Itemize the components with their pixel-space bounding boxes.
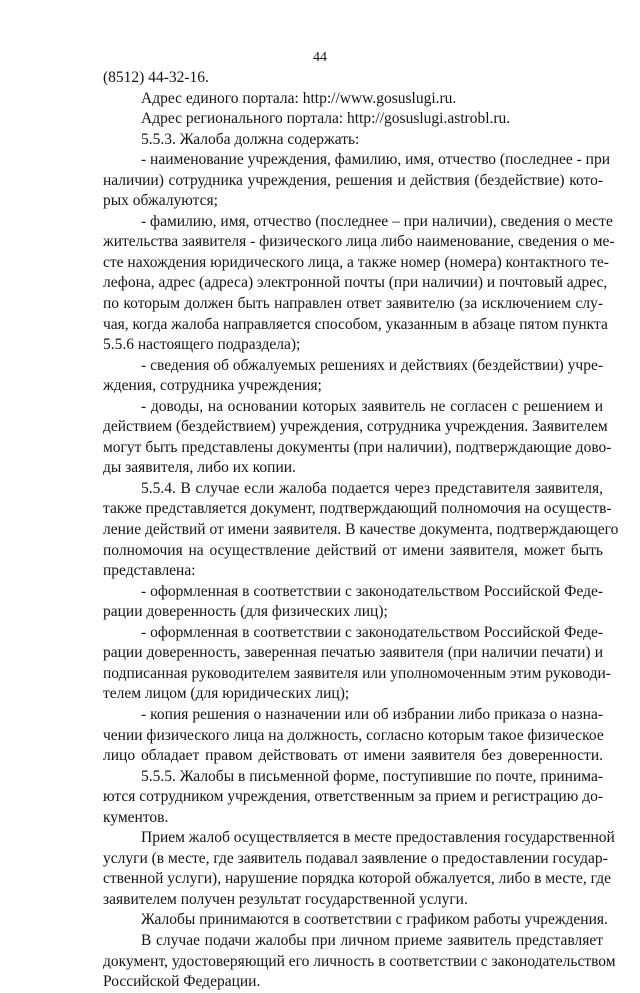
text-line: - фамилию, имя, отчество (последнее – при наличии), сведения о месте <box>141 212 613 230</box>
text-line: жительства заявителя - физического лица либо наименование, сведения о ме- <box>103 233 615 251</box>
text-line: рации доверенность (для физических лиц); <box>103 603 388 621</box>
text-line: Адрес регионального портала: http://gosuslugi.astrobl.ru. <box>141 110 511 128</box>
text-line: Адрес единого портала: http://www.gosuslugi.ru. <box>141 89 457 107</box>
text-line: рации доверенность, заверенная печатью заявителя (при наличии печати) и <box>103 644 603 662</box>
text-line: ются сотрудником учреждения, ответственным за прием и регистрацию до- <box>103 788 603 806</box>
text-line: чении физического лица на должность, согласно которым такое физическое <box>103 726 604 744</box>
text-line: могут быть представлены документы (при наличии), подтверждающие дово- <box>103 438 612 456</box>
text-line: наличии) сотрудника учреждения, решения и действия (бездействие) кото- <box>103 171 603 189</box>
page-number: 44 <box>313 50 327 65</box>
text-line: заявителем получен результат государственной услуги. <box>103 890 468 908</box>
text-line: (8512) 44-32-16. <box>103 69 209 86</box>
text-line: Российской Федерации. <box>103 973 261 991</box>
text-line: чая, когда жалоба направляется способом, указанным в абзаце пятом пункта <box>103 315 608 333</box>
text-line: подписанная руководителем заявителя или уполномоченным этим руководи- <box>103 664 611 682</box>
text-line: В случае подачи жалобы при личном приеме заявитель представляет <box>141 931 603 949</box>
text-line: кументов. <box>103 808 169 826</box>
text-line: телем лицом (для юридических лиц); <box>103 685 350 703</box>
text-line: рых обжалуются; <box>103 192 218 210</box>
text-line: - доводы, на основании которых заявитель не согласен с решением и <box>141 397 603 415</box>
text-line: - оформленная в соответствии с законодательством Российской Феде- <box>141 582 603 600</box>
text-line: ление действий от имени заявителя. В качестве документа, подтверждающего <box>103 521 619 539</box>
text-line: 5.5.4. В случае если жалоба подается через представителя заявителя, <box>141 479 603 497</box>
text-line: по которым должен быть направлен ответ заявителю (за исключением слу- <box>103 295 603 313</box>
text-line: ственной услуги), нарушение порядка которой обжалуется, либо в месте, где <box>103 870 612 888</box>
text-line: ждения, сотрудника учреждения; <box>103 377 322 395</box>
text-line: лефона, адрес (адреса) электронной почты (при наличии) и почтовый адрес, <box>103 274 608 292</box>
text-line: действием (бездействием) учреждения, сотрудника учреждения. Заявителем <box>103 418 608 436</box>
text-line: - копия решения о назначении или об избрании либо приказа о назна- <box>141 705 603 723</box>
text-line: Прием жалоб осуществляется в месте предоставления государственной <box>141 829 615 847</box>
text-line: - сведения об обжалуемых решениях и действиях (бездействии) учре- <box>141 356 603 374</box>
text-line: 5.5.3. Жалоба должна содержать: <box>141 130 360 148</box>
text-line: также представляется документ, подтверждающий полномочия на осуществ- <box>103 500 612 518</box>
text-line: лицо обладает правом действовать от имени заявителя без доверенности. <box>103 747 603 765</box>
text-line: представлена: <box>103 562 196 580</box>
text-line: ды заявителя, либо их копии. <box>103 459 296 477</box>
text-line: - оформленная в соответствии с законодательством Российской Феде- <box>141 623 603 641</box>
text-line: услуги (в месте, где заявитель подавал заявление о предоставлении государ- <box>103 849 608 867</box>
text-line: сте нахождения юридического лица, а также номер (номера) контактного те- <box>103 253 609 271</box>
document-body <box>103 68 619 993</box>
text-line: 5.5.5. Жалобы в письменной форме, поступившие по почте, принима- <box>141 767 603 785</box>
text-line: Жалобы принимаются в соответствии с графиком работы учреждения. <box>141 911 608 929</box>
text-line: 5.5.6 настоящего подраздела); <box>103 336 301 354</box>
text-line: - наименование учреждения, фамилию, имя, отчество (последнее - при <box>141 151 611 169</box>
text-line: полномочия на осуществление действий от имени заявителя, может быть <box>103 541 603 559</box>
text-line: документ, удостоверяющий его личность в соответствии с законодательством <box>103 952 616 970</box>
